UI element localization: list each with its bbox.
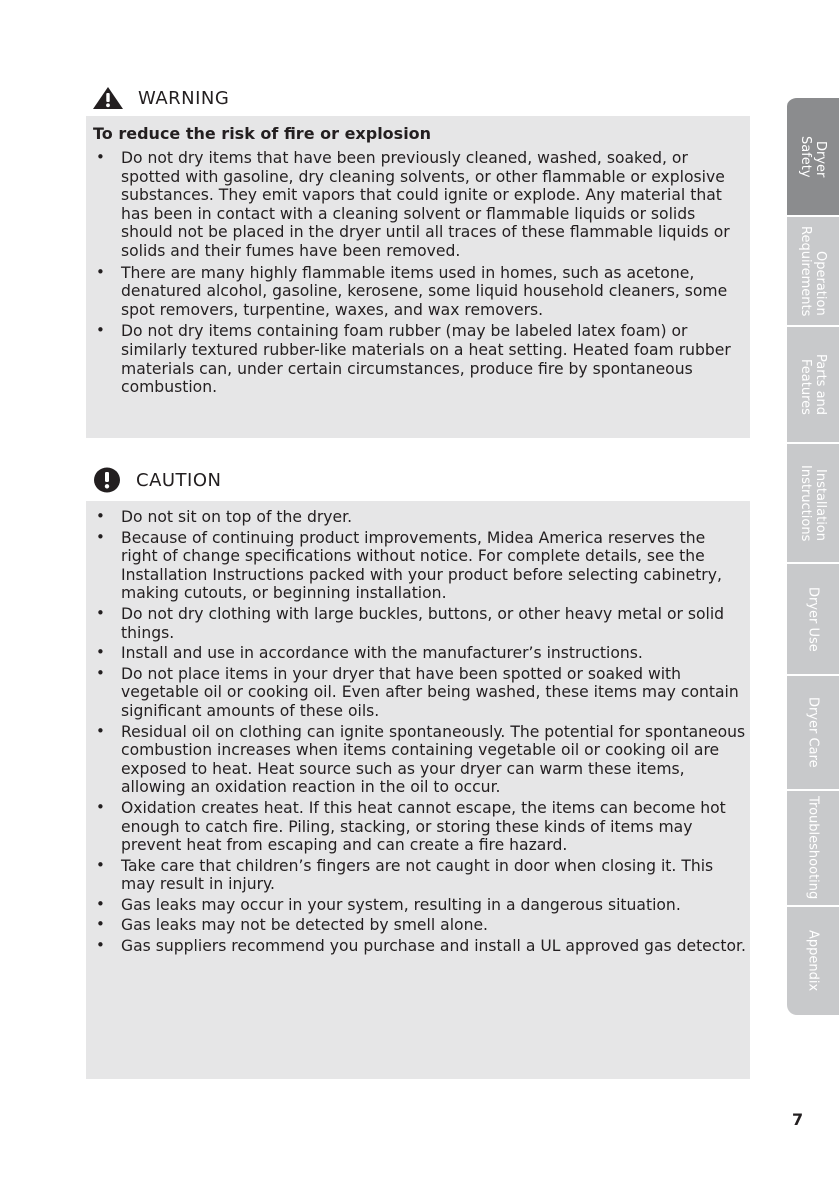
warning-box [86,116,750,438]
tab-dryer-safety[interactable] [787,96,839,215]
list-item: • Do not dry items containing foam rubber (may be labeled latex foam) or similarly textured rubber-like materials on a heat setting. Heated foam rubber materials can, under certain circumstances, produce fire by spontaneous combustion. [96,321,731,397]
bullet: • [96,721,105,740]
tab-dryer-use[interactable] [787,562,839,674]
bullet: • [96,855,105,874]
tab-installation-instructions[interactable] [787,442,839,562]
tab-appendix[interactable] [787,905,839,1015]
bullet: • [96,527,105,546]
tab-label: Dryer Safety [798,135,828,178]
caution-list [86,508,750,956]
bullet: • [96,915,105,934]
tab-label: Parts and Features [798,353,828,416]
bullet: • [96,507,105,525]
tab-label: Dryer Use [805,586,821,652]
list-item: • Do not place items in your dryer that have been spotted or soaked with vegetable oil or cooking oil. Even after being washed, these items may contain significant amounts of these oils. [96,663,739,720]
bullet: • [96,321,105,340]
tab-parts-and-features[interactable] [787,325,839,442]
warning-list [86,149,750,397]
list-item: • There are many highly flammable items used in homes, such as acetone, denatured alcohol, gasoline, kerosene, some liquid household cleaners, some spot removers, turpentine, waxes, and wax removers. [96,262,728,319]
caution-label: CAUTION [136,469,222,491]
bullet: • [96,603,105,622]
list-item: • Residual oil on clothing can ignite spontaneously. The potential for spontaneous combustion increases when items containing vegetable oil or cooking oil are exposed to heat. Heat source such as your dryer can warm these items, allowing an oxidation reaction in the oil to occur. [96,721,746,797]
tab-label: Dryer Care [805,697,821,768]
tab-troubleshooting[interactable] [787,789,839,905]
tab-label: Installation Instructions [798,464,828,542]
list-item: • Gas suppliers recommend you purchase and install a UL approved gas detector. [96,936,746,956]
list-item: • Do not dry clothing with large buckles, buttons, or other heavy metal or solid things. [96,603,725,642]
bullet: • [96,643,105,662]
warning-label: WARNING [138,87,230,109]
tab-label: Appendix [805,930,821,992]
bullet: • [96,148,105,166]
page-number: 7 [792,1110,804,1129]
tab-operation-requirements[interactable] [787,215,839,325]
list-item: • Do not sit on top of the dryer. [96,507,353,526]
exclamation-circle-icon [92,466,122,494]
tab-label: Troubleshooting [805,796,821,900]
list-item: • Install and use in accordance with the manufacturer’s instructions. [96,643,643,663]
warning-subhead: To reduce the risk of fire or explosion [93,124,432,143]
bullet: • [96,936,105,955]
tab-dryer-care[interactable] [787,674,839,789]
bullet: • [96,894,105,913]
tab-label: Operation Requirements [798,225,828,317]
list-item: • Do not dry items that have been previously cleaned, washed, soaked, or spotted with gasoline, dry cleaning solvents, or other flammable or explosive substances. They emit vapors that could ignite or explode. Any material that has been in contact with a cleaning solvent or flammable liquids or solids should not be placed in the dryer until all traces of these flammable liquids or solids and their fumes have been removed. [96,148,730,260]
caution-box [86,501,750,1079]
warning-triangle-icon [92,86,124,110]
bullet: • [96,663,105,682]
warning-heading [92,86,229,110]
list-item: • Because of continuing product improvements, Midea America reserves the right of change specifications without notice. For complete details, see the Installation Instructions packed with your product before selecting cabinetry, making cutouts, or beginning installation. [96,527,722,603]
bullet: • [96,797,105,816]
caution-heading [92,466,222,494]
bullet: • [96,262,105,281]
list-item: • Gas leaks may not be detected by smell alone. [96,915,489,935]
list-item: • Take care that children’s fingers are not caught in door when closing it. This may result in injury. [96,855,714,894]
list-item: • Oxidation creates heat. If this heat cannot escape, the items can become hot enough to catch fire. Piling, stacking, or storing these kinds of items may prevent heat from escaping and can create a fire hazard. [96,797,726,855]
list-item: • Gas leaks may occur in your system, resulting in a dangerous situation. [96,894,681,914]
